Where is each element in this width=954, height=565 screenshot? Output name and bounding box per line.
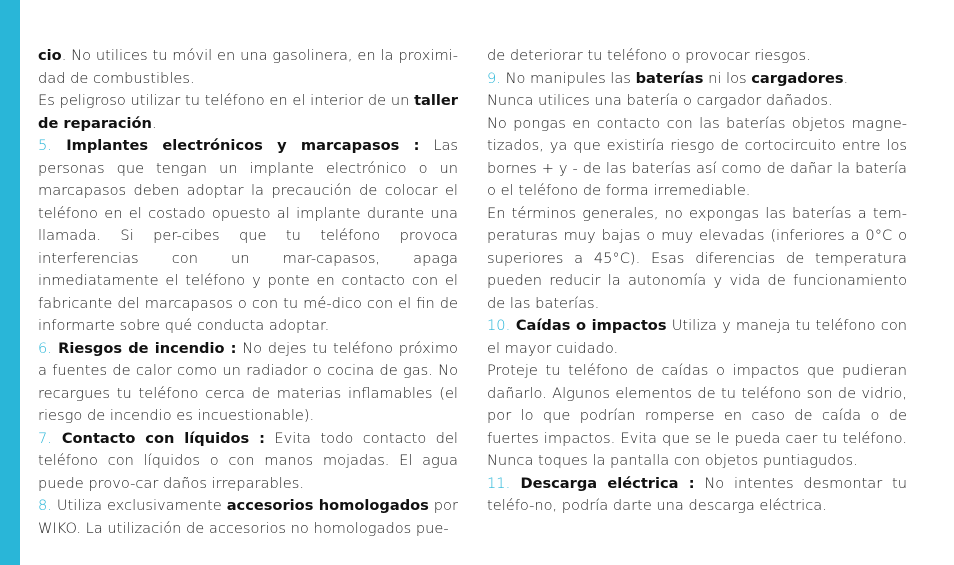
item-number: 11. bbox=[487, 474, 511, 492]
item-number: 8. bbox=[38, 497, 52, 514]
body-text: Evita todo contacto del teléfono con líquidos o con manos mojadas. El agua puede provo-car daños irreparables. bbox=[38, 429, 458, 492]
bold-text: cargadores bbox=[751, 69, 844, 87]
body-text: . bbox=[151, 114, 157, 132]
item-heading: Caídas o impactos bbox=[510, 317, 667, 334]
item-number: 7. bbox=[38, 429, 52, 447]
paragraph-liquids bbox=[38, 428, 458, 496]
paragraph-magnetic-objects bbox=[487, 113, 907, 203]
bold-text: taller de reparación bbox=[38, 92, 458, 132]
body-text: Es peligroso utilizar tu teléfono en el interior de un bbox=[38, 92, 415, 109]
body-text: Utiliza exclusivamente bbox=[51, 497, 227, 514]
body-text: No intentes desmontar tu teléfo-no, podría darte una descarga eléctrica. bbox=[487, 474, 907, 514]
bold-text: accesorios homologados bbox=[226, 497, 429, 514]
paragraph-fire-risk bbox=[38, 338, 458, 428]
item-number: 10. bbox=[487, 317, 511, 334]
paragraph-pacemakers bbox=[38, 135, 458, 338]
body-text: de deteriorar tu teléfono o provocar riesgos. bbox=[487, 47, 811, 64]
item-number: 5. bbox=[38, 137, 52, 154]
body-text: No manipules las bbox=[500, 69, 636, 87]
paragraph-damaged-battery bbox=[487, 90, 907, 113]
body-text: . bbox=[843, 69, 849, 87]
body-text: ni los bbox=[703, 69, 752, 87]
paragraph-batteries bbox=[487, 68, 907, 91]
item-heading: Riesgos de incendio : bbox=[51, 339, 237, 357]
paragraph-falls bbox=[487, 315, 907, 360]
body-text: No dejes tu teléfono próximo a fuentes de calor como un radiador o cocina de gas. No recargues tu teléfono cerca de materias inflamables (el riesgo de incendio es incuestionable). bbox=[38, 339, 458, 424]
paragraph-continuation bbox=[487, 45, 907, 68]
bold-text: baterías bbox=[635, 69, 704, 87]
bold-text: cio bbox=[38, 47, 62, 64]
body-text: No pongas en contacto con las baterías objetos magne-tizados, ya que existiría riesgo de cortocircuito entre los bornes + y - de las baterías así como de dañar la batería o el teléfono de forma irremediable. bbox=[487, 114, 907, 199]
item-number: 9. bbox=[487, 69, 501, 87]
paragraph-temperatures bbox=[487, 203, 907, 316]
item-heading: Implantes electrónicos y marcapasos : bbox=[51, 137, 420, 154]
paragraph-accessories bbox=[38, 495, 458, 540]
body-text: En términos generales, no expongas las baterías a tem-peraturas muy bajas o muy elevadas (inferiores a 0°C o superiores a 45°C). Esas diferencias de temperatura pueden reducir la autonomía y vida de funcionamiento de las baterías. bbox=[487, 204, 907, 312]
right-column bbox=[487, 45, 907, 518]
body-text: Utiliza y maneja tu teléfono con el mayor cuidado. bbox=[487, 317, 907, 357]
body-text: Proteje tu teléfono de caídas o impactos que pudieran dañarlo. Algunos elementos de tu teléfono son de vidrio, por lo que podrían romperse en caso de caída o de fuertes impactos. Evita que se le pueda caer tu teléfono. Nunca toques la pantalla con objetos puntiagudos. bbox=[487, 362, 907, 469]
paragraph-impacts bbox=[487, 360, 907, 473]
body-text: Las personas que tengan un implante electrónico o un marcapasos deben adoptar la precaución de colocar el teléfono en el costado opuesto al implante durante una llamada. Si per-cibes que tu teléfono provoca interferencias con un mar-capasos, apaga inmediatamente el teléfono y ponte en contacto con el fabricante del marcapasos o con tu mé-dico con el fin de informarte sobre qué conducta adoptar. bbox=[38, 137, 458, 334]
body-text: por WIKO. La utilización de accesorios no homologados pue- bbox=[38, 497, 458, 537]
left-column bbox=[38, 45, 458, 540]
item-number: 6. bbox=[38, 339, 52, 357]
item-heading: Descarga eléctrica : bbox=[510, 474, 695, 492]
body-text: . No utilices tu móvil en una gasolinera, en la proximi-dad de combustibles. bbox=[38, 47, 458, 87]
accent-sidebar bbox=[0, 0, 20, 565]
item-heading: Contacto con líquidos : bbox=[51, 429, 265, 447]
paragraph-workshop bbox=[38, 90, 458, 135]
paragraph-electric-shock bbox=[487, 473, 907, 518]
body-text: Nunca utilices una batería o cargador dañados. bbox=[487, 92, 833, 109]
paragraph-gas-station bbox=[38, 45, 458, 90]
